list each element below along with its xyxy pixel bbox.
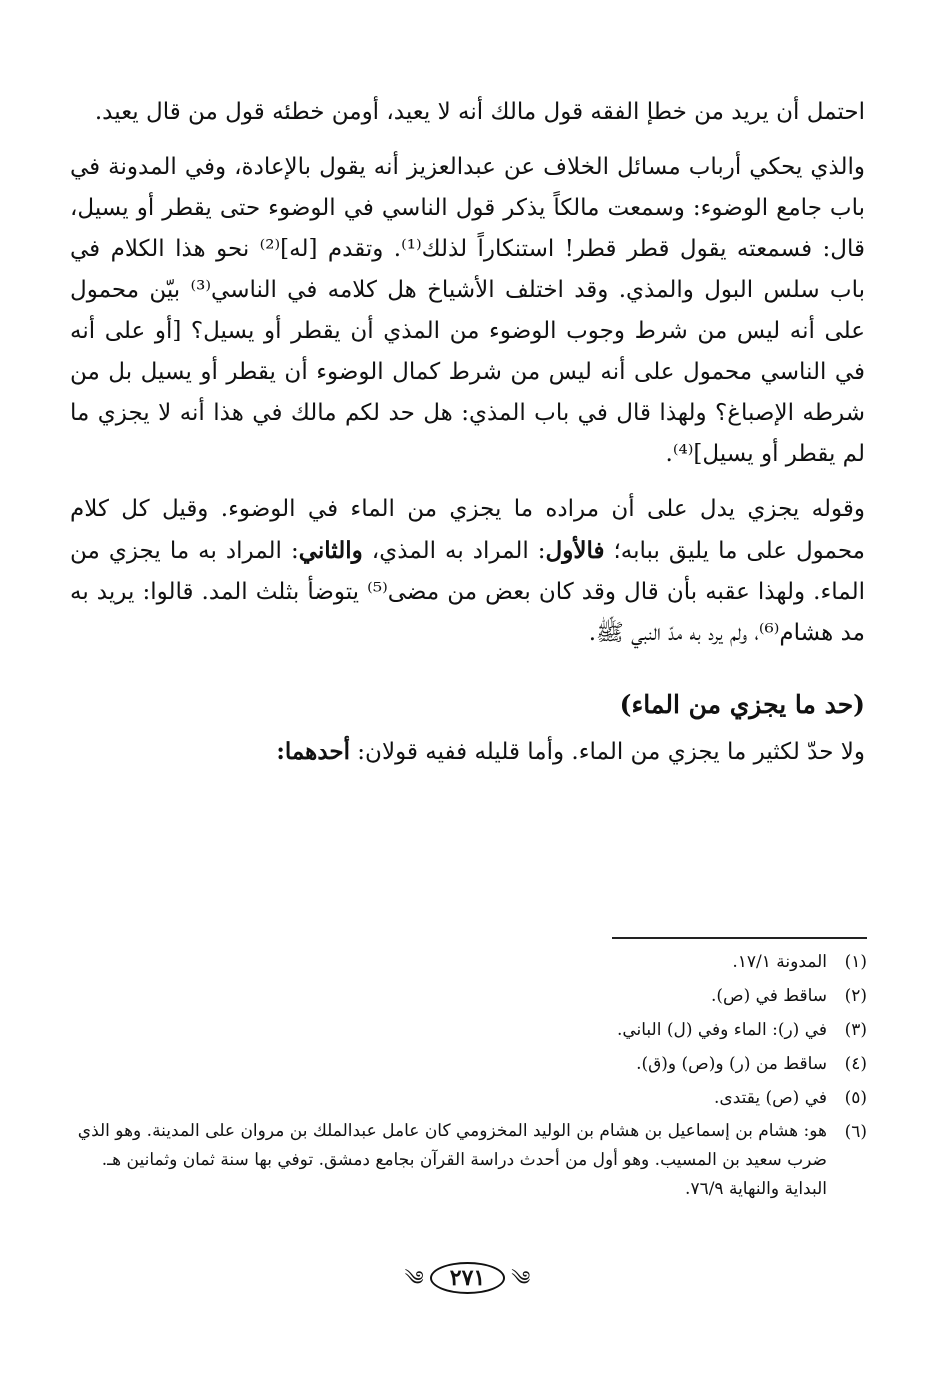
footnote-item <box>67 979 867 1013</box>
section-heading: (حد ما يجزي من الماء) <box>619 690 865 719</box>
paragraph-1 <box>70 92 865 133</box>
footnote-item <box>67 1115 867 1204</box>
paragraph-4-part1: ولا حدّ لكثير ما يجزي من الماء. وأما قليله ففيه قولان: <box>350 739 865 765</box>
footnote-divider <box>612 937 867 939</box>
paragraph-2-text: والذي يحكي أرباب مسائل الخلاف عن عبدالعزيز أنه يقول بالإعادة، وفي المدونة في باب جامع الوضوء: وسمعت مالكاً يذكر قول الناسي في الوضوء حتى يقطر أو يسيل، قال: فسمعته يقول قطر قطر! استنكاراً لذلك⁽¹⁾. وتقدم [له]⁽²⁾ نحو هذا الكلام في باب سلس البول والمذي. وقد اختلف الأشياخ هل كلامه في الناسي⁽³⁾ بيّن محمول على أنه ليس من شرط وجوب الوضوء من المذي أن يقطر أو يسيل؟ [أو على أنه في الناسي محمول على أنه ليس من شرط كمال الوضوء أن يقطر أو يسيل بل من شرطه الإصباغ؟ ولهذا قال في باب المذي: هل حد لكم مالك في هذا أنه لا يجزي ما لم يقطر أو يسيل]⁽⁴⁾. <box>70 154 865 467</box>
first-view-label: أحدهما: <box>276 738 350 765</box>
paragraph-4-text <box>70 731 865 773</box>
footnote-text: المدونة ١٧/١. <box>732 952 827 972</box>
footnotes <box>67 945 867 1204</box>
paragraph-3-part3: : المراد به ما يجزي من الماء. ولهذا عقبه بأن قال وقد كان بعض من مضى⁽⁵⁾ يتوضأ بثلث المد. قالوا: يريد به مد هشام⁽⁶⁾، ولم يرد به مدّ النبي ﷺ. <box>70 538 866 646</box>
footnote-item <box>67 1013 867 1047</box>
first-opinion-label: فالأول <box>545 537 605 564</box>
page-number: ٢٧١ <box>430 1262 505 1294</box>
footnote-text: هو: هشام بن إسماعيل بن هشام بن الوليد المخزومي كان عامل عبدالملك بن مروان على المدينة. وهو الذي ضرب سعيد بن المسيب. وهو أول من أحدث دراسة القرآن بجامع دمشق. توفي بها سنة ثمان وثمانين هـ. البداية والنهاية ٧٦/٩. <box>77 1121 827 1199</box>
main-text <box>70 92 865 787</box>
footnote-number: (٢) <box>844 986 867 1006</box>
footnote-number: (٣) <box>844 1020 867 1040</box>
footnote-item <box>67 945 867 979</box>
footnote-number: (١) <box>844 952 867 972</box>
left-flourish-icon: ༄ <box>404 1266 424 1290</box>
footnote-item <box>67 1047 867 1081</box>
footnote-number: (٤) <box>844 1054 867 1074</box>
footnote-number: (٥) <box>844 1088 867 1108</box>
footnote-item <box>67 1081 867 1115</box>
paragraph-3-part2: : المراد به المذي، <box>362 538 546 564</box>
paragraph-3-part1: وقوله يجزي يدل على أن مراده ما يجزي من الماء في الوضوء. وقيل كل كلام محمول على ما يليق ببابه؛ <box>70 496 866 564</box>
footnote-text: في (ص) يقتدى. <box>713 1088 827 1108</box>
right-flourish-icon: ༄ <box>511 1266 531 1290</box>
page-number-area <box>0 1258 935 1298</box>
paragraph-3-text <box>70 489 865 654</box>
footnote-text: ساقط في (ص). <box>710 986 827 1006</box>
second-opinion-label: والثاني <box>298 537 363 564</box>
paragraph-1-text: احتمل أن يريد من خطإ الفقه قول مالك أنه لا يعيد، أومن خطئه قول من قال يعيد. <box>94 99 865 125</box>
page-number-ornament <box>405 1262 531 1294</box>
footnote-text: ساقط من (ر) و(ص) و(ق). <box>636 1054 827 1074</box>
paragraph-4 <box>70 731 865 773</box>
paragraph-3 <box>70 489 865 654</box>
paragraph-2 <box>70 147 865 475</box>
footnote-number: (٦) <box>844 1122 867 1142</box>
footnote-text: في (ر): الماء وفي (ل) الباني. <box>616 1020 827 1040</box>
